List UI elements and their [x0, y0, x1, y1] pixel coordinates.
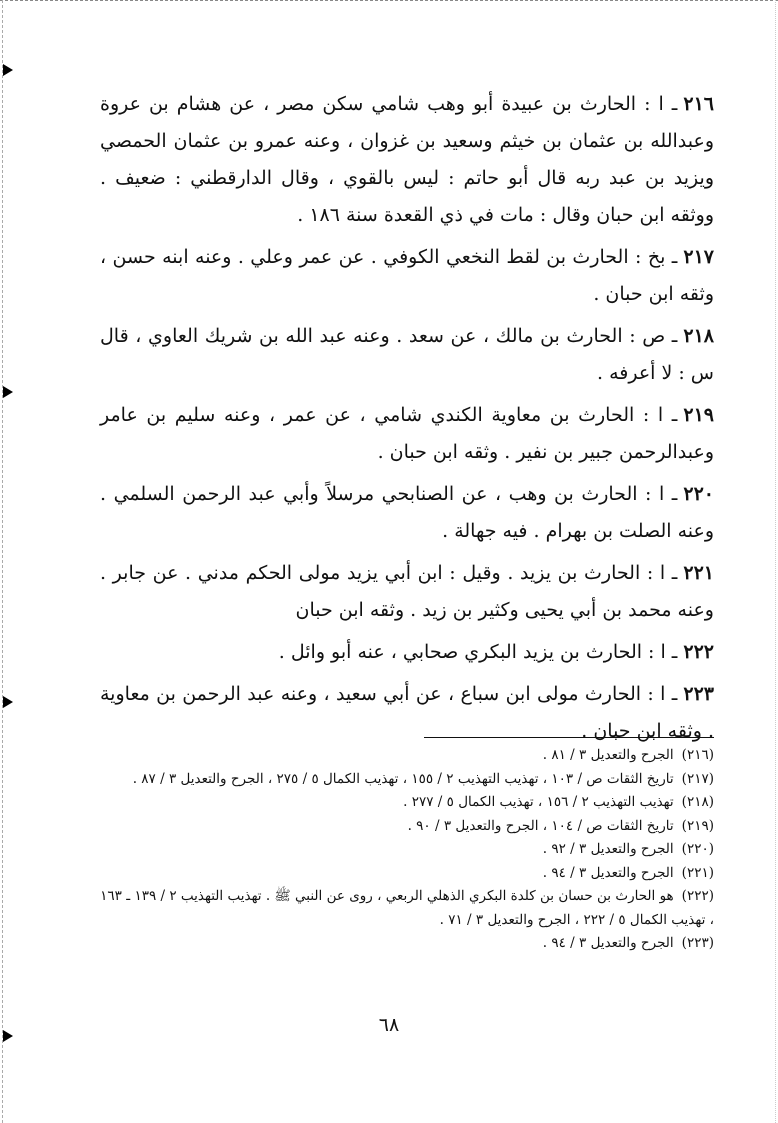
footnote-number: (٢١٦) — [681, 747, 714, 763]
footnote-text: الجرح والتعديل ٣ / ٩٢ . — [542, 841, 674, 857]
entry-text: ـ ا : الحارث بن يزيد البكري صحابي ، عنه أبو وائل . — [278, 641, 678, 663]
entry — [100, 318, 714, 392]
footnote-number: (٢١٩) — [681, 817, 714, 834]
footnote-text: هو الحارث بن حسان بن كلدة البكري الذهلي الربعي ، روى عن النبي ﷺ . تهذيب التهذيب ٢ / ١٣٩ ـ ١٦٣ ، تهذيب الكمال ٥ / ٢٢٢ ، الجرح والتعديل ٣ / ٧١ . — [100, 888, 714, 928]
footnote — [100, 838, 714, 862]
entry-number: ٢١٦ — [683, 93, 714, 115]
footnote — [100, 744, 714, 768]
entry-text: ـ بخ : الحارث بن لقط النخعي الكوفي . عن عمر وعلي . وعنه ابنه حسن ، وثقه ابن حبان . — [100, 246, 714, 305]
scan-margin-marker — [3, 386, 13, 398]
entry — [100, 476, 714, 550]
entry-text: ـ ا : الحارث مولى ابن سباع ، عن أبي سعيد ، وعنه عبد الرحمن بن معاوية . وثقه ابن حبان . — [100, 683, 714, 742]
footnote — [100, 932, 714, 956]
entry-number: ٢٢١ — [683, 562, 714, 584]
footnote — [100, 791, 714, 815]
entry-number: ٢٢٠ — [683, 483, 714, 505]
entry — [100, 239, 714, 313]
entry-text: ـ ا : الحارث بن عبيدة أبو وهب شامي سكن مصر ، عن هشام بن عروة وعبدالله بن عثمان بن خيثم وسعيد بن غزوان ، وعنه عمرو بن عثمان الحمصي ويزيد بن عبد ربه قال أبو حاتم : ليس بالقوي ، وقال الدارقطني : ضعيف . ووثقه ابن حبان وقال : مات في ذي القعدة سنة ١٨٦ . — [100, 93, 714, 226]
footnote-text: الجرح والتعديل ٣ / ٩٤ . — [542, 935, 674, 951]
footnote — [100, 885, 714, 932]
entry-text: ـ ا : الحارث بن معاوية الكندي شامي ، عن عمر ، وعنه سليم بن عامر وعبدالرحمن جبير بن نفير . وثقه ابن حبان . — [100, 404, 714, 463]
entry — [100, 397, 714, 471]
entry-number: ٢٢٣ — [683, 683, 714, 705]
entry-number: ٢١٨ — [683, 325, 714, 347]
footnote-number: (٢٢٠) — [681, 841, 714, 857]
scan-margin-marker — [3, 696, 13, 708]
footnote-number: (٢٢٣) — [681, 935, 714, 951]
footnote-number: (٢١٨) — [681, 794, 714, 810]
entry-number: ٢٢٢ — [683, 641, 714, 663]
entry-text: ـ ص : الحارث بن مالك ، عن سعد . وعنه عبد الله بن شريك العاوي ، قال س : لا أعرفه . — [100, 325, 714, 384]
footnote — [100, 815, 714, 839]
footnote-text: تاريخ الثقات ص / ١٠٤ ، الجرح والتعديل ٣ / ٩٠ . — [407, 817, 674, 834]
footnote-text: تهذيب التهذيب ٢ / ١٥٦ ، تهذيب الكمال ٥ / ٢٧٧ . — [403, 794, 674, 810]
footnote-text: الجرح والتعديل ٣ / ٨١ . — [542, 747, 674, 763]
scan-right-edge — [774, 0, 776, 1123]
main-text — [100, 86, 714, 755]
page-number: ٦٨ — [378, 1014, 400, 1036]
entry — [100, 676, 714, 750]
footnote-separator — [424, 737, 714, 738]
entry-text: ـ ا : الحارث بن يزيد . وقيل : ابن أبي يزيد مولى الحكم مدني . عن جابر . وعنه محمد بن أبي يحيى وكثير بن زيد . وثقه ابن حبان — [100, 562, 714, 621]
footnote-number: (٢٢٢) — [681, 888, 714, 904]
footnotes — [100, 744, 714, 956]
scan-top-edge — [0, 0, 778, 5]
entry — [100, 86, 714, 234]
footnote — [100, 768, 714, 792]
scan-margin-marker — [3, 64, 13, 76]
entry-number: ٢١٧ — [683, 246, 714, 268]
footnote-number: (٢٢١) — [681, 864, 714, 881]
footnote-text: تاريخ الثقات ص / ١٠٣ ، تهذيب التهذيب ٢ / ١٥٥ ، تهذيب الكمال ٥ / ٢٧٥ ، الجرح والتعديل ٣ / ٨٧ . — [132, 770, 674, 787]
entry — [100, 555, 714, 629]
entry-number: ٢١٩ — [683, 404, 714, 426]
footnote-number: (٢١٧) — [681, 770, 714, 787]
footnote — [100, 862, 714, 886]
entry — [100, 634, 714, 671]
footnote-text: الجرح والتعديل ٣ / ٩٤ . — [542, 864, 674, 881]
scan-left-edge — [2, 0, 4, 1123]
entry-text: ـ ا : الحارث بن وهب ، عن الصنابحي مرسلاً وأبي عبد الرحمن السلمي . وعنه الصلت بن بهرام . فيه جهالة . — [100, 483, 714, 542]
